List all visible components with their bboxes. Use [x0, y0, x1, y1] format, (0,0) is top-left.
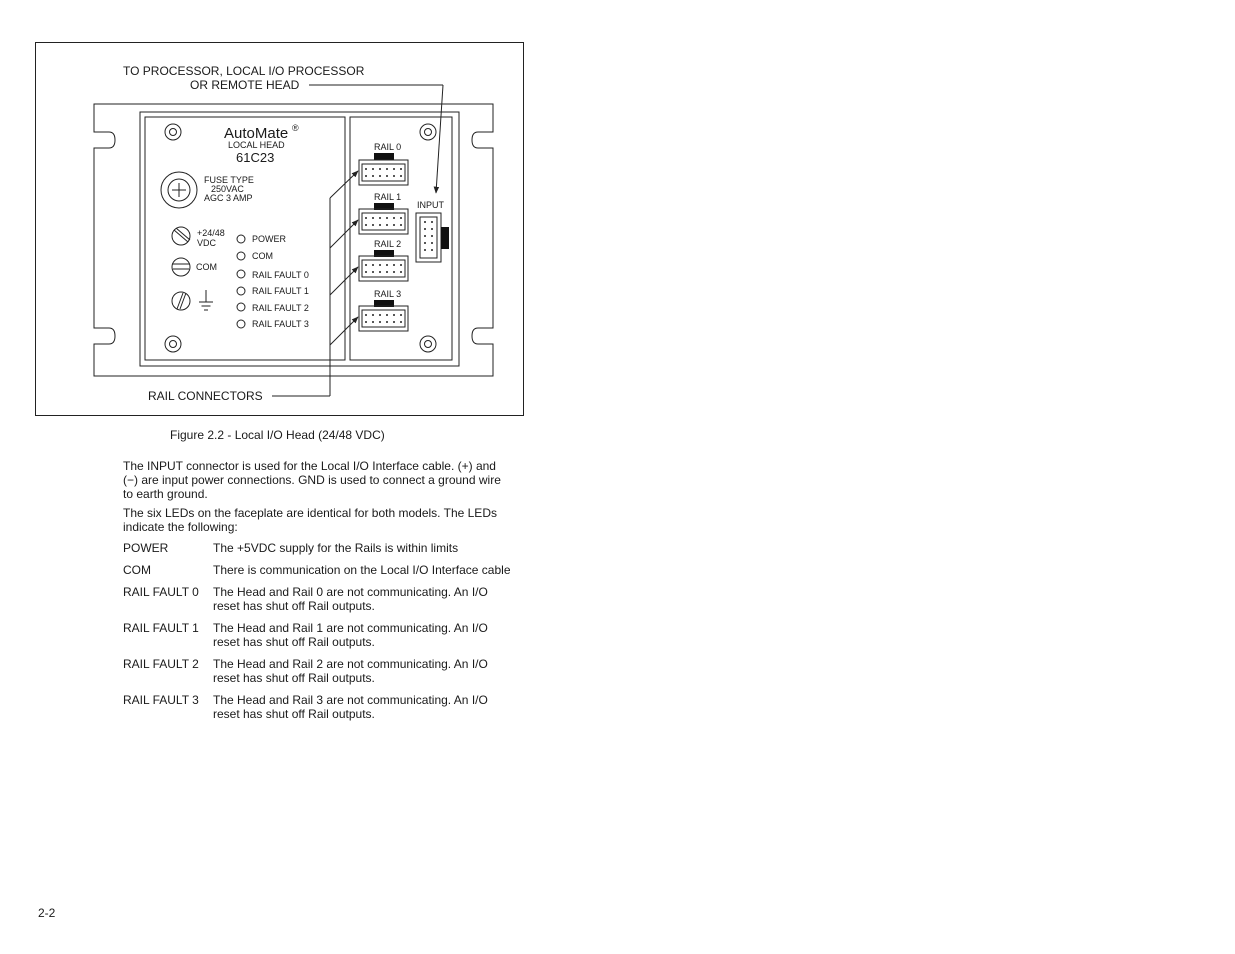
ground-symbol-icon — [199, 290, 213, 310]
model-number: 61C23 — [236, 150, 275, 165]
led-description: The Head and Rail 0 are not communicating. An I/O reset has shut off Rail outputs. — [213, 585, 488, 613]
input-label: INPUT — [417, 200, 444, 210]
arrow-to-rail-1 — [330, 220, 358, 248]
fuse-holder-icon — [161, 172, 197, 208]
led-table-row — [123, 621, 513, 649]
rail-connector-1 — [359, 192, 408, 234]
led-power — [237, 234, 287, 244]
led-table-row — [123, 541, 513, 555]
led-rail-fault-2 — [237, 303, 309, 313]
terminal-screw-icon — [172, 258, 190, 276]
fuse-label-line3: AGC 3 AMP — [204, 193, 253, 203]
rail-label-2: RAIL 2 — [374, 239, 402, 249]
label-processor-line1: TO PROCESSOR, LOCAL I/O PROCESSOR — [123, 64, 365, 78]
led-term: RAIL FAULT 1 — [123, 621, 199, 635]
paragraph-input-connector: The INPUT connector is used for the Local I/O Interface cable. (+) and (−) are input power connections. GND is used to connect a ground wire to earth ground. — [123, 459, 501, 501]
led-term: RAIL FAULT 3 — [123, 693, 199, 707]
terminal-com-label: COM — [196, 262, 217, 272]
rail-label-3: RAIL 3 — [374, 289, 402, 299]
led-rail-fault-3 — [237, 319, 309, 329]
terminal-screw-icon — [172, 227, 190, 245]
terminal-power-label-line1: +24/48 — [197, 228, 225, 238]
rail-connector-2 — [359, 239, 408, 281]
mounting-plate — [94, 104, 493, 376]
svg-text:RAIL FAULT 3: RAIL FAULT 3 — [252, 319, 309, 329]
screw-icon — [165, 124, 181, 140]
screw-icon — [420, 336, 436, 352]
figure-caption: Figure 2.2 - Local I/O Head (24/48 VDC) — [170, 428, 385, 442]
arrow-to-rail-3 — [330, 317, 358, 345]
subtitle-local-head: LOCAL HEAD — [228, 140, 285, 150]
arrow-to-input — [436, 85, 443, 193]
svg-text:COM: COM — [252, 251, 273, 261]
rail-label-0: RAIL 0 — [374, 142, 402, 152]
led-table-row — [123, 657, 513, 685]
led-term: COM — [123, 563, 151, 577]
local-head-diagram — [36, 43, 525, 417]
led-term: RAIL FAULT 2 — [123, 657, 199, 671]
paragraph-leds: The six LEDs on the faceplate are identical for both models. The LEDs indicate the following: — [123, 506, 497, 534]
led-table-row — [123, 693, 513, 721]
rail-connector-3 — [359, 289, 408, 331]
rail-label-1: RAIL 1 — [374, 192, 402, 202]
led-description: The Head and Rail 1 are not communicating. An I/O reset has shut off Rail outputs. — [213, 621, 488, 649]
led-table-row — [123, 563, 513, 577]
svg-text:RAIL FAULT 1: RAIL FAULT 1 — [252, 286, 309, 296]
figure-frame — [35, 42, 524, 416]
screw-icon — [165, 336, 181, 352]
led-description-table — [123, 541, 513, 729]
led-description: The Head and Rail 3 are not communicating. An I/O reset has shut off Rail outputs. — [213, 693, 488, 721]
led-rail-fault-1 — [237, 286, 309, 296]
led-term: POWER — [123, 541, 169, 555]
svg-text:POWER: POWER — [252, 234, 287, 244]
led-description: The Head and Rail 2 are not communicating. An I/O reset has shut off Rail outputs. — [213, 657, 488, 685]
led-description: The +5VDC supply for the Rails is within limits — [213, 541, 459, 555]
screw-icon — [420, 124, 436, 140]
rail-connector-0 — [359, 142, 408, 185]
fuse-label-line2: 250VAC — [211, 184, 244, 194]
arrow-to-rail-0 — [330, 171, 358, 198]
label-processor-line2: OR REMOTE HEAD — [190, 78, 300, 92]
led-com — [237, 251, 273, 261]
svg-text:RAIL FAULT 2: RAIL FAULT 2 — [252, 303, 309, 313]
led-rail-fault-0 — [237, 270, 309, 280]
label-rail-connectors: RAIL CONNECTORS — [148, 389, 263, 403]
input-connector — [416, 200, 449, 262]
terminal-power-label-line2: VDC — [197, 238, 217, 248]
registered-mark: ® — [292, 123, 299, 133]
ground-terminal-icon — [172, 292, 190, 310]
led-term: RAIL FAULT 0 — [123, 585, 199, 599]
svg-text:RAIL FAULT 0: RAIL FAULT 0 — [252, 270, 309, 280]
page-number: 2-2 — [38, 906, 56, 920]
fuse-label-line1: FUSE TYPE — [204, 175, 254, 185]
arrow-to-rail-2 — [330, 267, 358, 295]
led-table-row — [123, 585, 513, 613]
led-description: There is communication on the Local I/O Interface cable — [213, 563, 511, 577]
brand-name: AutoMate — [224, 125, 289, 142]
